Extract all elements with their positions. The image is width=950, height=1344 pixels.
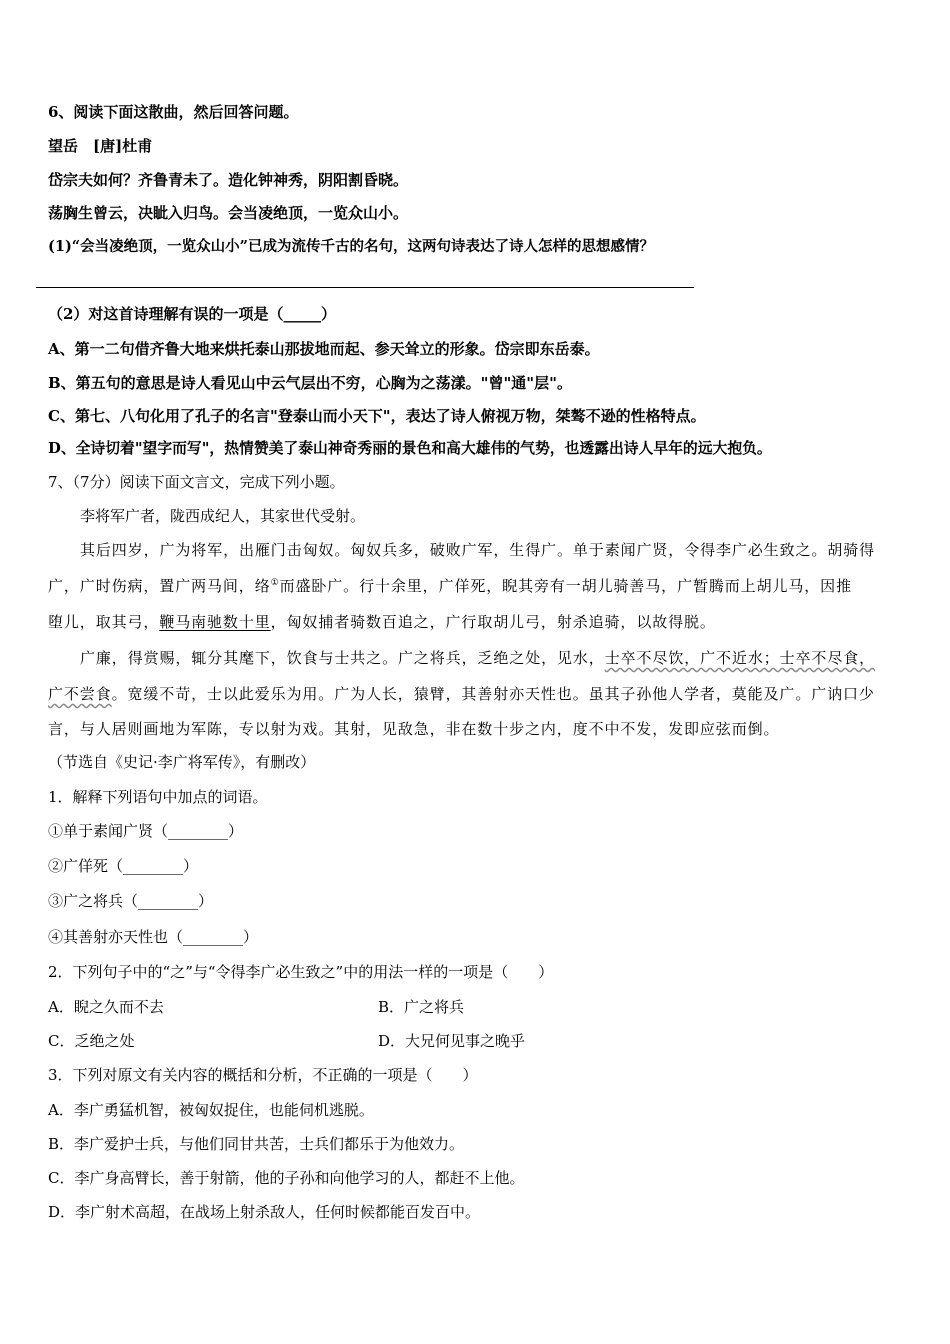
q7-3-option-b: B．李广爱护士兵，与他们同甘共苦，士兵们都乐于为他效力。 [48, 1135, 465, 1153]
q7-1-item-4: ④其善射亦天性也（________） [48, 928, 259, 946]
passage-text: 广，广时伤病，置广两马间，络 [48, 577, 271, 595]
passage-paragraph-3-line-3: 言，与人居则画地为军陈，专以射为戏。其射，见敌急，非在数十步之内，度不中不发，发即应弦而倒。 [48, 720, 780, 738]
passage-source: （节选自《史记·李广将军传》，有删改） [48, 753, 316, 771]
wavy-underlined-sentence: 广不尝食 [48, 685, 112, 703]
answer-line [36, 287, 694, 288]
q7-2-option-b: B．广之将兵 [378, 998, 465, 1016]
q6-sub-question-1: (1)“会当凌绝顶，一览众山小”已成为流传千古的名句，这两句诗表达了诗人怎样的思想感情？ [48, 238, 654, 255]
passage-text: 广廉，得赏赐，辄分其麾下，饮食与士共之。广之将兵，乏绝之处，见水， [80, 649, 605, 667]
q6-heading: 6、阅读下面这散曲，然后回答问题。 [48, 103, 299, 121]
poem-title: 望岳 [唐]杜甫 [48, 137, 153, 155]
q7-1-item-1: ①单于素闻广贤（________） [48, 822, 244, 840]
passage-paragraph-3-line-2 [48, 684, 875, 704]
passage-text: 堕儿，取其弓， [48, 613, 160, 631]
q6-option-b: B、第五句的意思是诗人看见山中云气层出不穷，心胸为之荡漾。"曾"通"层"。 [48, 374, 572, 392]
q7-3-option-c: C．李广身高臂长，善于射箭，他的子孙和向他学习的人，都赶不上他。 [48, 1169, 525, 1187]
passage-text: 而盛卧广。行十余里，广佯死，睨其旁有一胡儿骑善马，广暂腾而上胡儿马，因推 [279, 577, 852, 595]
passage-text: 。宽缓不苛，士以此爱乐为用。广为人长，猿臂，其善射亦天性也。虽其子孙他人学者，莫能及广。广讷口少 [111, 685, 875, 703]
q7-2-stem: 2．下列句子中的“之”与“令得李广必生致之”中的用法一样的一项是（ ） [48, 963, 554, 981]
q7-2-option-c: C．乏绝之处 [48, 1032, 135, 1050]
q7-3-stem: 3．下列对原文有关内容的概括和分析，不正确的一项是（ ） [48, 1066, 478, 1084]
q6-option-d: D、全诗切着"望字而写"，热情赞美了泰山神奇秀丽的景色和高大雄伟的气势，也透露出诗人早年的远大抱负。 [48, 440, 772, 457]
passage-paragraph-1: 李将军广者，陇西成纪人，其家世代受射。 [80, 507, 366, 525]
q6-option-c: C、第七、八句化用了孔子的名言"登泰山而小天下"，表达了诗人俯视万物，桀骜不逊的性格特点。 [48, 407, 706, 425]
q7-3-option-a: A．李广勇猛机智，被匈奴捉住，也能伺机逃脱。 [48, 1101, 374, 1119]
q6-sub-question-2: （2）对这首诗理解有误的一项是（_____） [48, 305, 336, 323]
q7-1-item-3: ③广之将兵（________） [48, 892, 214, 910]
passage-text: ，匈奴捕者骑数百追之，广行取胡儿弓，射杀追骑，以故得脱。 [270, 613, 716, 631]
poem-line-2: 荡胸生曾云，决眦入归鸟。会当凌绝顶，一览众山小。 [48, 204, 409, 222]
wavy-underlined-sentence: 士卒不尽饮，广不近水；士卒不尽食， [604, 649, 876, 667]
underlined-sentence: 鞭马南驰数十里 [159, 613, 271, 631]
passage-paragraph-2-line-3 [48, 612, 716, 632]
passage-paragraph-2-line-1: 其后四岁，广为将军，出雁门击匈奴。匈奴兵多，破败广军，生得广。单于素闻广贤，令得李广必生致之。胡骑得 [80, 541, 876, 559]
footnote-marker: ① [270, 578, 280, 588]
passage-paragraph-2-line-2 [48, 576, 852, 596]
q7-heading: 7、（7分）阅读下面文言文，完成下列小题。 [48, 473, 345, 491]
q7-2-option-d: D．大兄何见事之晚乎 [378, 1032, 526, 1050]
q7-3-option-d: D．李广射术高超，在战场上射杀敌人，任何时候都能百发百中。 [48, 1203, 481, 1221]
q7-2-option-a: A．睨之久而不去 [48, 998, 164, 1016]
q7-1-item-2: ②广佯死（________） [48, 857, 199, 875]
passage-paragraph-3-line-1 [80, 648, 875, 668]
q7-1-stem: 1．解释下列语句中加点的词语。 [48, 788, 268, 806]
q6-option-a: A、第一二句借齐鲁大地来烘托泰山那拔地而起、参天耸立的形象。岱宗即东岳泰。 [48, 340, 600, 358]
poem-line-1: 岱宗夫如何？齐鲁青未了。造化钟神秀，阴阳割昏晓。 [48, 171, 409, 189]
